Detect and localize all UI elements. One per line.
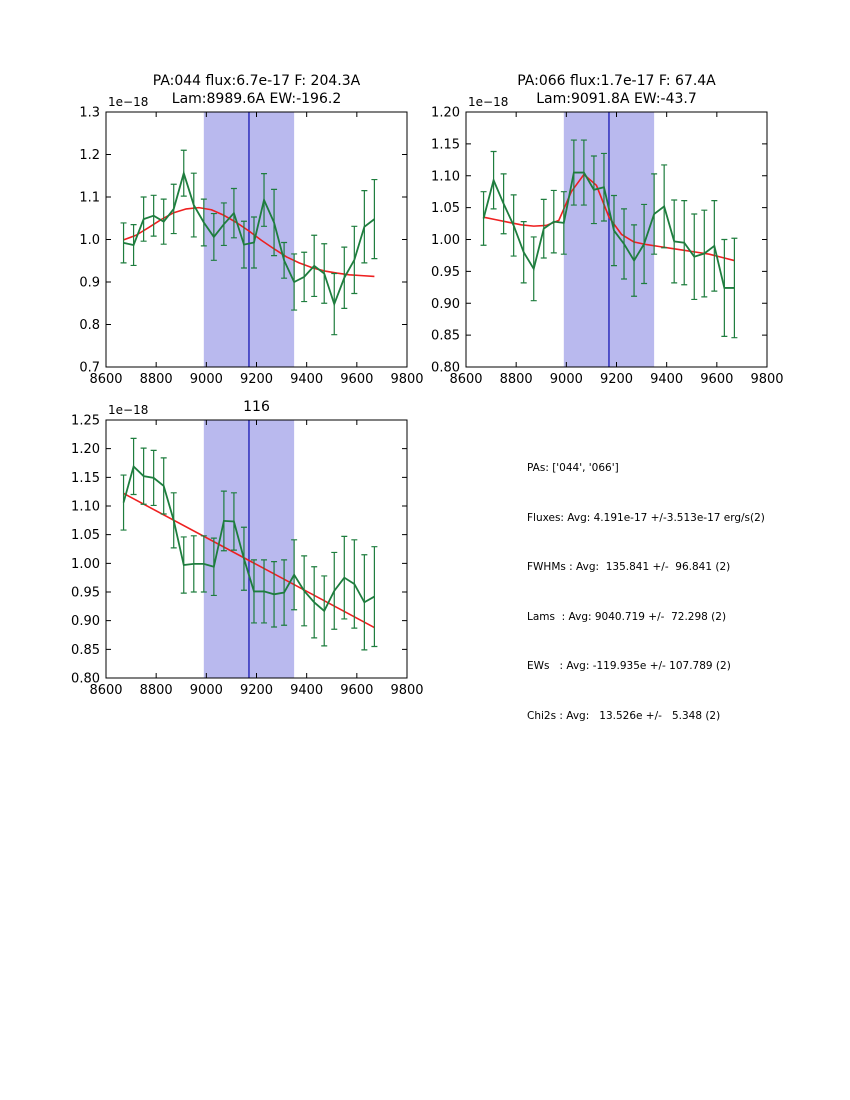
axis-offset-label: 1e−18 bbox=[108, 403, 149, 417]
y-tick-label: 1.10 bbox=[431, 169, 460, 185]
x-tick-label: 9200 bbox=[599, 372, 634, 387]
stats-line-fwhms: FWHMs : Avg: 135.841 +/- 96.841 (2) bbox=[527, 561, 731, 573]
stats-line-lams: Lams : Avg: 9040.719 +/- 72.298 (2) bbox=[527, 610, 727, 623]
x-tick-label: 9200 bbox=[239, 683, 274, 698]
y-tick-label: 1.25 bbox=[71, 413, 100, 429]
y-tick-label: 0.8 bbox=[79, 318, 100, 333]
y-tick-label: 1.1 bbox=[79, 190, 100, 206]
x-tick-label: 9400 bbox=[290, 683, 324, 698]
x-tick-label: 8600 bbox=[449, 372, 483, 387]
y-tick-label: 0.9 bbox=[79, 275, 100, 291]
x-tick-label: 9200 bbox=[239, 372, 274, 387]
y-tick-label: 0.85 bbox=[71, 642, 100, 658]
plot-title-line2: Lam:8989.6A EW:-196.2 bbox=[171, 91, 342, 107]
x-tick-label: 9600 bbox=[340, 683, 374, 698]
x-tick-label: 8800 bbox=[139, 372, 173, 387]
y-tick-label: 1.10 bbox=[71, 499, 100, 515]
x-tick-label: 8800 bbox=[499, 372, 533, 387]
y-tick-label: 0.80 bbox=[431, 360, 460, 376]
y-tick-label: 0.95 bbox=[71, 585, 100, 601]
stats-line-fluxes: Fluxes: Avg: 4.191e-17 +/-3.513e-17 erg/s(2) bbox=[527, 511, 765, 524]
stats-line-ews: EWs : Avg: -119.935e +/- 107.789 (2) bbox=[527, 660, 731, 672]
y-tick-label: 1.15 bbox=[431, 137, 460, 153]
x-tick-label: 9800 bbox=[750, 372, 784, 387]
stats-line-pas: PAs: ['044', '066'] bbox=[527, 462, 619, 474]
x-tick-label: 9000 bbox=[189, 683, 223, 698]
axis-offset-label: 1e−18 bbox=[108, 95, 149, 109]
y-tick-label: 1.00 bbox=[431, 233, 460, 248]
y-tick-label: 0.90 bbox=[71, 614, 100, 630]
x-tick-label: 9000 bbox=[549, 372, 583, 387]
y-tick-label: 1.0 bbox=[79, 233, 100, 248]
axis-offset-label: 1e−18 bbox=[468, 95, 509, 109]
y-tick-label: 1.2 bbox=[79, 148, 100, 163]
x-tick-label: 9600 bbox=[700, 372, 734, 387]
stats-panel bbox=[527, 432, 765, 753]
y-tick-label: 1.20 bbox=[71, 442, 100, 458]
y-tick-label: 0.95 bbox=[431, 264, 460, 280]
plot-pa044 bbox=[79, 73, 423, 387]
x-tick-label: 9400 bbox=[650, 372, 684, 387]
y-tick-label: 0.7 bbox=[79, 360, 100, 376]
plot-title-line1: PA:044 flux:6.7e-17 F: 204.3A bbox=[152, 73, 361, 89]
plot-title-line1: PA:066 flux:1.7e-17 F: 67.4A bbox=[517, 73, 716, 89]
y-tick-label: 1.05 bbox=[71, 528, 100, 544]
stats-line-chi2s: Chi2s : Avg: 13.526e +/- 5.348 (2) bbox=[527, 709, 721, 722]
plot-116 bbox=[71, 399, 424, 698]
plot-pa066 bbox=[431, 73, 784, 387]
y-tick-label: 1.3 bbox=[79, 105, 100, 121]
x-tick-label: 9000 bbox=[189, 372, 223, 387]
plot-title-line2: Lam:9091.8A EW:-43.7 bbox=[536, 91, 697, 107]
y-tick-label: 1.00 bbox=[71, 556, 100, 572]
y-tick-label: 0.90 bbox=[431, 296, 460, 312]
x-tick-label: 8600 bbox=[89, 683, 123, 698]
x-tick-label: 8800 bbox=[139, 683, 173, 698]
y-tick-label: 1.20 bbox=[431, 105, 460, 121]
x-tick-label: 9800 bbox=[390, 683, 424, 698]
x-tick-label: 9400 bbox=[290, 372, 324, 387]
x-tick-label: 8600 bbox=[89, 372, 123, 387]
y-tick-label: 1.15 bbox=[71, 470, 100, 486]
plot-title-line2: 116 bbox=[243, 399, 270, 415]
y-tick-label: 0.80 bbox=[71, 671, 100, 687]
x-tick-label: 9800 bbox=[390, 372, 424, 387]
y-tick-label: 0.85 bbox=[431, 328, 460, 344]
x-tick-label: 9600 bbox=[340, 372, 374, 387]
y-tick-label: 1.05 bbox=[431, 201, 460, 217]
